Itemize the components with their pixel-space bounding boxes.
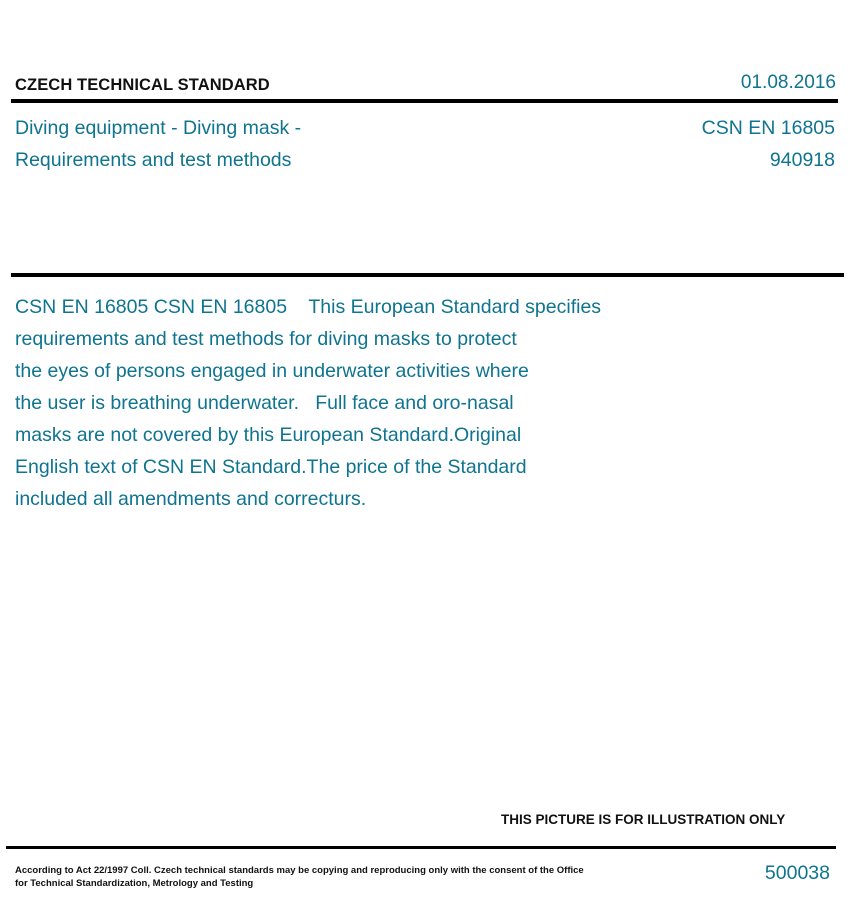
legal-notice: [15, 864, 615, 890]
publication-date: 01.08.2016: [740, 72, 836, 93]
abstract-line: masks are not covered by this European Standard.Original: [15, 424, 522, 446]
classification-code: 940918: [769, 149, 835, 171]
abstract-line: the eyes of persons engaged in underwater activities where: [15, 360, 529, 382]
standard-number: CSN EN 16805: [701, 117, 835, 139]
abstract-text: [15, 291, 675, 515]
catalog-number: 500038: [764, 862, 830, 884]
abstract-line: English text of CSN EN Standard.The price of the Standard: [15, 456, 527, 478]
abstract-line: requirements and test methods for diving masks to protect: [15, 328, 517, 350]
legal-notice-line-1: According to Act 22/1997 Coll. Czech technical standards may be copying and reproducing only with the consent of the Office: [15, 865, 584, 876]
document-type-label: CZECH TECHNICAL STANDARD: [15, 76, 270, 94]
abstract-line: the user is breathing underwater. Full face and oro-nasal: [15, 392, 514, 414]
legal-notice-line-2: for Technical Standardization, Metrology and Testing: [15, 878, 254, 889]
footer-divider: [6, 846, 836, 849]
abstract-line: included all amendments and correcturs.: [15, 488, 367, 510]
standard-title-line-1: Diving equipment - Diving mask -: [15, 117, 302, 139]
abstract-line: CSN EN 16805 CSN EN 16805 This European Standard specifies: [15, 296, 602, 318]
illustration-disclaimer: THIS PICTURE IS FOR ILLUSTRATION ONLY: [501, 812, 786, 827]
title-divider: [11, 273, 844, 277]
header-divider: [11, 99, 838, 103]
standard-title-line-2: Requirements and test methods: [15, 149, 292, 171]
